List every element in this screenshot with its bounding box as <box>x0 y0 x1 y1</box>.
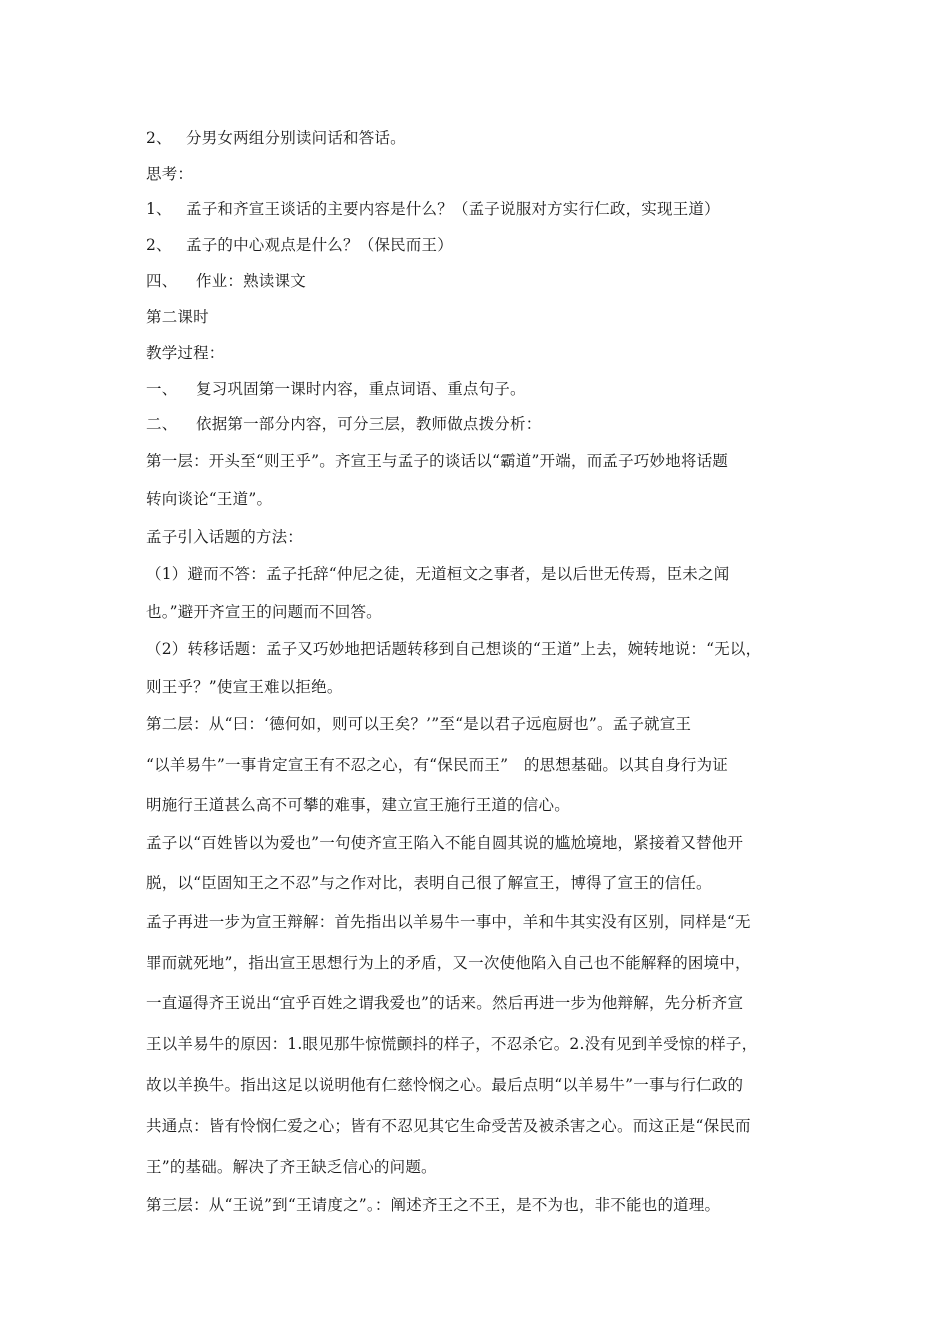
paragraph-line: 明施行王道甚么高不可攀的难事，建立宣王施行王道的信心。 <box>146 796 570 814</box>
section-heading: 第二课时 <box>146 308 209 326</box>
list-item <box>146 414 541 434</box>
list-marker: 2、 <box>146 129 172 147</box>
paragraph-line: 罪而就死地”，指出宣王思想行为上的矛盾，又一次使他陷入自己也不能解释的困境中， <box>146 954 751 972</box>
paragraph-line: 孟子以“百姓皆以为爱也”一句使齐宣王陷入不能自圆其说的尴尬境地，紧接着又替他开 <box>146 834 744 852</box>
paragraph-line: 王以羊易牛的原因：1.眼见那牛惊慌颤抖的样子，不忍杀它。2.没有见到羊受惊的样子， <box>146 1035 758 1053</box>
list-item <box>146 199 720 219</box>
paragraph-line: 第三层：从“王说”到“王请度之”。：阐述齐王之不王，是不为也，非不能也的道理。 <box>146 1196 721 1214</box>
paragraph-line: （1）避而不答：孟子托辞“仲尼之徒，无道桓文之事者，是以后世无传焉，臣未之闻 <box>146 565 730 583</box>
list-item <box>146 235 453 255</box>
paragraph-line: 共通点：皆有怜悯仁爱之心；皆有不忍见其它生命受苦及被杀害之心。而这正是“保民而 <box>146 1117 751 1135</box>
list-marker: 1、 <box>146 200 172 218</box>
list-marker: 二、 <box>146 415 178 433</box>
paragraph-line: 王”的基础。解决了齐王缺乏信心的问题。 <box>146 1158 437 1176</box>
list-marker: 一、 <box>146 380 178 398</box>
section-label: 思考： <box>146 165 194 183</box>
list-marker: 2、 <box>146 236 172 254</box>
line-text: 孟子的中心观点是什么？（保民而王） <box>186 236 453 254</box>
paragraph-line: 转向谈论“王道”。 <box>146 490 273 508</box>
paragraph-line: 一直逼得齐王说出“宜乎百姓之谓我爱也”的话来。然后再进一步为他辩解，先分析齐宣 <box>146 994 744 1012</box>
line-text: 孟子和齐宣王谈话的主要内容是什么？（孟子说服对方实行仁政，实现王道） <box>186 200 720 218</box>
list-marker: 四、 <box>146 272 178 290</box>
paragraph-line: 孟子引入话题的方法： <box>146 528 304 546</box>
paragraph-line: 第二层：从“曰：‘德何如，则可以王矣？’”至“是以君子远庖厨也”。孟子就宣王 <box>146 715 692 733</box>
line-text: 依据第一部分内容，可分三层，教师做点拨分析： <box>196 415 542 433</box>
paragraph-line: “以羊易牛”一事肯定宣王有不忍之心，有“保民而王” 的思想基础。以其自身行为证 <box>146 756 728 774</box>
paragraph-line: 故以羊换牛。指出这足以说明他有仁慈怜悯之心。最后点明“以羊易牛”一事与行仁政的 <box>146 1076 744 1094</box>
line-text: 复习巩固第一课时内容，重点词语、重点句子。 <box>196 380 526 398</box>
section-label: 教学过程： <box>146 344 225 362</box>
paragraph-line: 第一层：开头至“则王乎”。齐宣王与孟子的谈话以“霸道”开端，而孟子巧妙地将话题 <box>146 452 728 470</box>
paragraph-line: 脱，以“臣固知王之不忍”与之作对比，表明自己很了解宣王，博得了宣王的信任。 <box>146 874 712 892</box>
paragraph-line: 也。”避开齐宣王的问题而不回答。 <box>146 603 382 621</box>
line-text: 分男女两组分别读问话和答话。 <box>186 129 406 147</box>
list-item <box>146 271 306 291</box>
paragraph-line: 孟子再进一步为宣王辩解：首先指出以羊易牛一事中，羊和牛其实没有区别，同样是“无 <box>146 913 751 931</box>
paragraph-line: 则王乎？”使宣王难以拒绝。 <box>146 678 343 696</box>
paragraph-line: （2）转移话题：孟子又巧妙地把话题转移到自己想谈的“王道”上去，婉转地说：“无以， <box>146 640 762 658</box>
list-item <box>146 379 526 399</box>
list-item <box>146 128 406 148</box>
line-text: 作业：熟读课文 <box>196 272 306 290</box>
